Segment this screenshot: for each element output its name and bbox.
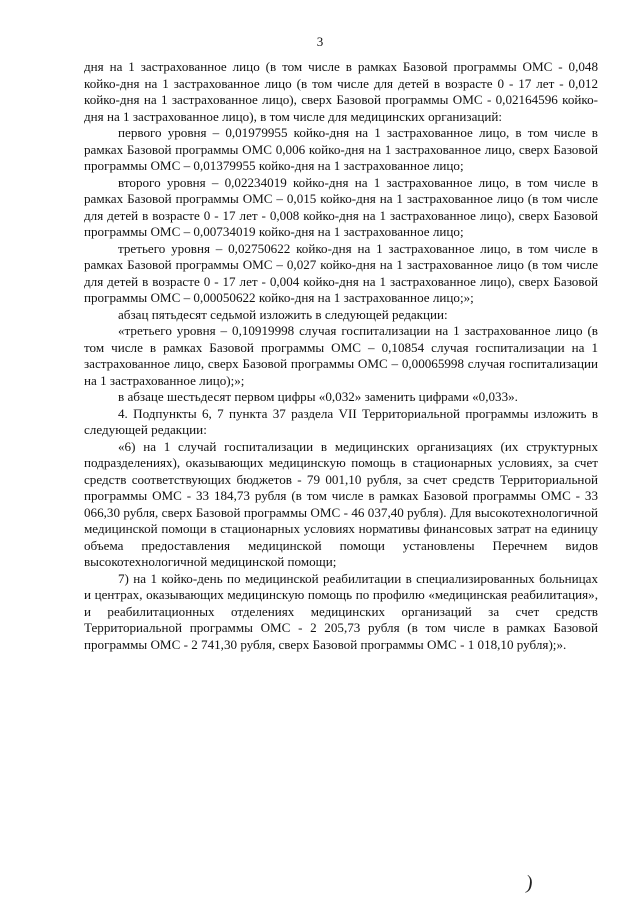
paragraph-third-level: третьего уровня – 0,02750622 койко-дня на 1 застрахованное лицо, в том числе в рамках Базовой программы ОМС – 0,027 койко-дня на 1 застрахованное лицо (в том числе для детей в возрасте 0 - 17 лет - 0,004 койко-дня на 1 застрахованное лицо), сверх Базовой программы ОМС – 0,00050622 койко-дня на 1 застрахованное лицо;»; — [84, 240, 598, 305]
paragraph-amend-57: абзац пятьдесят седьмой изложить в следующей редакции: — [118, 306, 448, 322]
paragraph-amend-61: в абзаце шестьдесят первом цифры «0,032» заменить цифрами «0,033». — [118, 389, 518, 404]
page-number: 3 — [316, 34, 324, 49]
paragraph-hospitalization-third-level: «третьего уровня – 0,10919998 случая госпитализации на 1 застрахованное лицо (в том числе в рамках Базовой программы ОМС – 0,10854 случая госпитализации на 1 застрахованное лицо, сверх Базовой программы ОМС – 0,00065998 случая госпитализации на 1 застрахованное лицо);»; — [84, 323, 598, 388]
paragraph-bed-days-total: дня на 1 застрахованное лицо (в том числе в рамках Базовой программы ОМС - 0,048 койко-дня на 1 застрахованное лицо (в том числе для детей в возрасте 0 - 17 лет - 0,012 койко-дня на 1 застрахованное лицо), сверх Базовой программы ОМС - 0,02164596 койко-дня на 1 застрахованное лицо), в том числе для медицинских организаций: — [84, 59, 598, 124]
handwritten-mark: ) — [524, 871, 535, 895]
paragraph-subitem-7: 7) на 1 койко-день по медицинской реабилитации в специализированных больницах и центрах, оказывающих медицинскую помощь по профилю «медицинская реабилитация», и реабилитационных отделениях медицинских организаций за счет средств Территориальной программы ОМС - 2 205,73 рубля (в том числе в рамках Базовой программы ОМС - 2 741,30 рубля, сверх Базовой программы ОМС - 1 018,10 рубля);». — [84, 570, 598, 652]
paragraph-first-level: первого уровня – 0,01979955 койко-дня на 1 застрахованное лицо, в том числе в рамках Базовой программы ОМС 0,006 койко-дня на 1 застрахованное лицо, сверх Базовой программы ОМС – 0,01379955 койко-дня на 1 застрахованное лицо; — [84, 125, 598, 173]
paragraph-subitem-6: «6) на 1 случай госпитализации в медицинских организациях (их структурных подразделениях), оказывающих медицинскую помощь в стационарных условиях, за счет средств соответствующих бюджетов - 79 001,10 рубля, за счет средств Территориальной программы ОМС - 33 184,73 рубля (в том числе в рамках Базовой программы ОМС - 33 066,30 рубля, сверх Базовой программы ОМС - 46 037,40 рубля). Для высокотехнологичной медицинской помощи в стационарных условиях нормативы финансовых затрат на единицу объема предоставления медицинской помощи установлены Перечнем видов высокотехнологичной медицинской помощи; — [84, 438, 598, 569]
document-body — [84, 59, 598, 653]
paragraph-item-4: 4. Подпункты 6, 7 пункта 37 раздела VII Территориальной программы изложить в следующей редакции: — [84, 405, 598, 437]
paragraph-second-level: второго уровня – 0,02234019 койко-дня на 1 застрахованное лицо, в том числе в рамках Базовой программы ОМС – 0,015 койко-дня на 1 застрахованное лицо (в том числе для детей в возрасте 0 - 17 лет - 0,008 койко-дня на 1 застрахованное лицо), сверх Базовой программы ОМС – 0,00734019 койко-дня на 1 застрахованное лицо; — [84, 174, 598, 239]
